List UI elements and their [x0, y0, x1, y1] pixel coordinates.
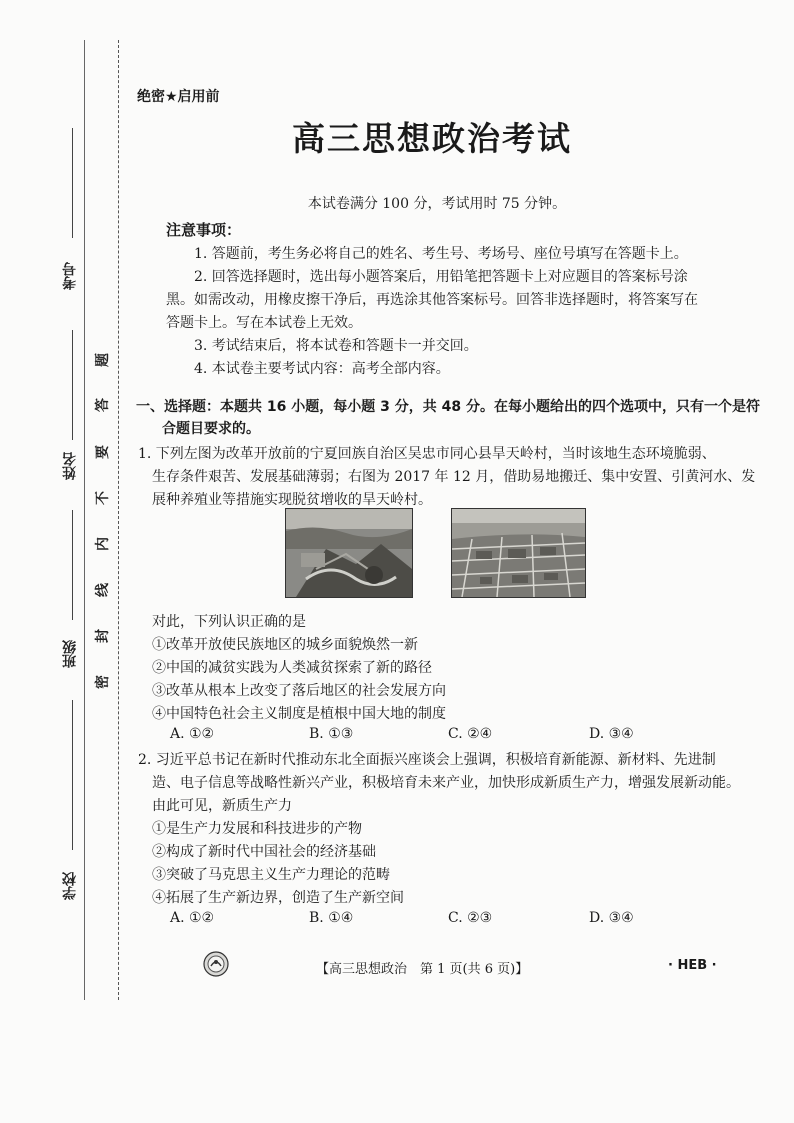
- name-blank-upper: [72, 330, 73, 440]
- note-line: 答题卡上。写在本试卷上无效。: [166, 315, 362, 331]
- class-blank[interactable]: [72, 700, 73, 850]
- binding-outer-line: [84, 40, 86, 1000]
- seal-warning-char: 线: [95, 583, 111, 597]
- secret-label: 绝密★启用前: [137, 89, 220, 105]
- seal-warning-char: 不: [95, 491, 111, 505]
- q1-stem-line: 生存条件艰苦、发展基础薄弱；右图为 2017 年 12 月，借助易地搬迁、集中安置、引黄河水、发: [152, 469, 756, 485]
- q1-option-c[interactable]: C. ②④: [448, 726, 493, 742]
- q2-option-d[interactable]: D. ③④: [589, 910, 634, 926]
- seal-warning-char: 密: [95, 675, 111, 689]
- publisher-logo-icon: [203, 951, 229, 977]
- q1-stem-line: 1. 下列左图为改革开放前的宁夏回族自治区吴忠市同心县旱天岭村，当时该地生态环境脆弱、: [138, 446, 716, 462]
- name-label: 姓名: [62, 452, 78, 480]
- section-heading-cont: 合题目要求的。: [162, 421, 260, 437]
- school-label: 学校: [62, 872, 78, 900]
- photo-after-reform: [451, 508, 586, 598]
- q1-lead: 对此，下列认识正确的是: [152, 614, 306, 630]
- page-footer-label: 【高三思想政治 第 1 页(共 6 页)】: [316, 962, 529, 977]
- q2-stem-line: 由此可见，新质生产力: [152, 798, 292, 814]
- seal-dashed-line: [118, 40, 120, 1000]
- seal-warning-char: 答: [95, 398, 111, 412]
- note-line: 4. 本试卷主要考试内容：高考全部内容。: [194, 361, 450, 377]
- note-line: 3. 考试结束后，将本试卷和答题卡一并交回。: [194, 338, 478, 354]
- q2-statement: ③突破了马克思主义生产力理论的范畴: [152, 867, 390, 883]
- exam-title: 高三思想政治考试: [292, 119, 572, 158]
- exam-number-label: 考号: [62, 262, 78, 290]
- note-line: 2. 回答选择题时，选出每小题答案后，用铅笔把答题卡上对应题目的答案标号涂: [194, 269, 688, 285]
- paper-code: · HEB ·: [668, 958, 717, 973]
- q2-stem-line: 造、电子信息等战略性新兴产业，积极培育未来产业，加快形成新质生产力，增强发展新动能。: [152, 775, 740, 791]
- q1-stem-line: 展种养殖业等措施实现脱贫增收的旱天岭村。: [152, 492, 432, 508]
- q2-statement: ④拓展了生产新边界，创造了生产新空间: [152, 890, 404, 906]
- photo-before-reform: [285, 508, 413, 598]
- q1-option-b[interactable]: B. ①③: [309, 726, 354, 742]
- seal-warning-char: 要: [95, 445, 111, 459]
- seal-warning-char: 题: [95, 353, 111, 367]
- q1-statement: ④中国特色社会主义制度是植根中国大地的制度: [152, 706, 446, 722]
- class-label: 班级: [62, 640, 78, 668]
- q2-option-c[interactable]: C. ②③: [448, 910, 493, 926]
- q1-statement: ②中国的减贫实践为人类减贫探索了新的路径: [152, 660, 432, 676]
- q2-stem-line: 2. 习近平总书记在新时代推动东北全面振兴座谈会上强调，积极培育新能源、新材料、先进制: [138, 752, 716, 768]
- seal-warning-char: 封: [95, 629, 111, 643]
- q1-statement: ①改革开放使民族地区的城乡面貌焕然一新: [152, 637, 418, 653]
- q2-statement: ①是生产力发展和科技进步的产物: [152, 821, 362, 837]
- q1-option-d[interactable]: D. ③④: [589, 726, 634, 742]
- notes-heading: 注意事项：: [166, 221, 242, 239]
- q1-option-a[interactable]: A. ①②: [170, 726, 215, 742]
- seal-warning-char: 内: [95, 537, 111, 551]
- note-line: 1. 答题前，考生务必将自己的姓名、考生号、考场号、座位号填写在答题卡上。: [194, 246, 688, 262]
- q2-option-a[interactable]: A. ①②: [170, 910, 215, 926]
- q2-option-b[interactable]: B. ①④: [309, 910, 354, 926]
- name-blank[interactable]: [72, 510, 73, 620]
- q1-statement: ③改革从根本上改变了落后地区的社会发展方向: [152, 683, 446, 699]
- section-heading: 一、选择题：本题共 16 小题，每小题 3 分，共 48 分。在每小题给出的四个选项中，只有一个是符: [136, 399, 760, 415]
- note-line: 黑。如需改动，用橡皮擦干净后，再选涂其他答案标号。回答非选择题时，将答案写在: [166, 292, 698, 308]
- exam-subtitle: 本试卷满分 100 分，考试用时 75 分钟。: [307, 196, 567, 212]
- q2-statement: ②构成了新时代中国社会的经济基础: [152, 844, 376, 860]
